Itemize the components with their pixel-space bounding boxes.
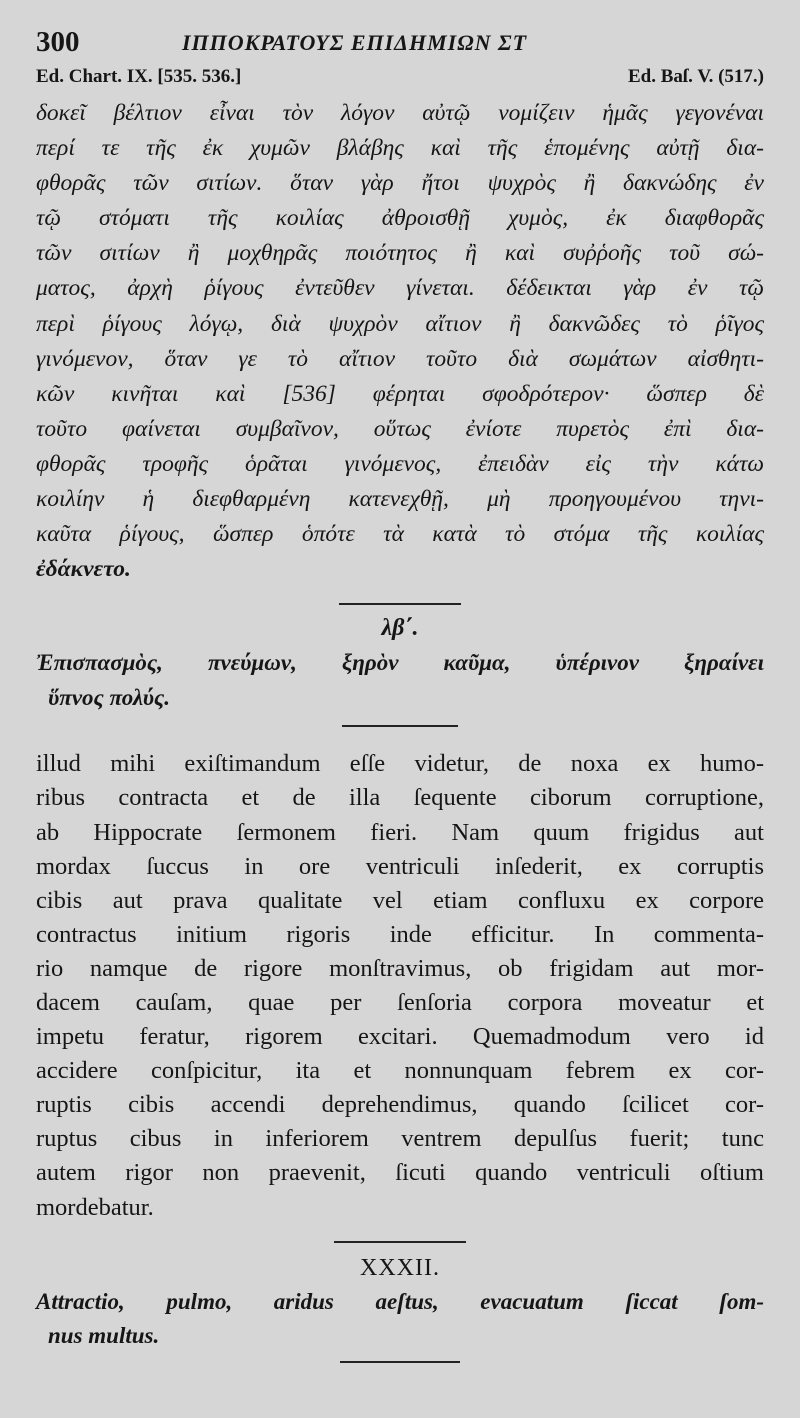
section-divider [339, 603, 461, 605]
latin-section-number: XXXII. [360, 1254, 440, 1281]
latin-line: rio namque de rigore monſtravimus, ob frigidam aut mor- [36, 954, 764, 982]
latin-commentary [36, 747, 764, 1224]
latin-line: dacem cauſam, quae per ſenſoria corpora moveatur et [36, 988, 764, 1016]
latin-line: impetu feratur, rigorem excitari. Quemadmodum vero id [36, 1023, 764, 1051]
edition-references [36, 66, 764, 96]
latin-line: ab Hippocrate ſermonem fieri. Nam quum frigidus aut [36, 818, 764, 846]
latin-line: cibis aut prava qualitate vel etiam confluxu ex corpore [36, 886, 764, 914]
greek-line: περὶ ῥίγους λόγῳ, διὰ ψυχρὸν αἴτιον ἢ δακνῶδες τὸ ῥῖγος [36, 310, 764, 337]
greek-aphorism-line: Ἐπισπασμὸς, πνεύμων, ξηρὸν καῦμα, ὑπέρινον ξηραίνει [36, 650, 764, 676]
section-divider [334, 1241, 466, 1243]
latin-line: accidere conſpicitur, ita et nonnunquam febrem ex cor- [36, 1057, 764, 1085]
greek-line: καῦτα ῥίγους, ὥσπερ ὁπότε τὰ κατὰ τὸ στόμα τῆς κοιλίας [36, 521, 764, 548]
latin-line: autem rigor non praevenit, ſicuti quando ventriculi oſtium [36, 1159, 764, 1187]
latin-line: ruptis cibis accendi deprehendimus, quando ſcilicet cor- [36, 1091, 764, 1119]
greek-line: δοκεῖ βέλτιον εἶναι τὸν λόγον αὐτῷ νομίζειν ἡμᾶς γεγονέναι [36, 100, 764, 126]
greek-line: κῶν κινῆται καὶ [536] φέρηται σφοδρότερον· ὥσπερ δὲ [36, 380, 764, 407]
greek-line: γινόμενον, ὅταν γε τὸ αἴτιον τοῦτο διὰ σωμάτων αἰσθητι- [36, 345, 764, 372]
greek-commentary [36, 96, 764, 587]
greek-line: κοιλίην ἡ διεφθαρμένη κατενεχθῇ, μὴ προηγουμένου τηνι- [36, 486, 764, 513]
greek-section-number: λβ΄. [381, 615, 419, 642]
latin-line: mordebatur. [36, 1193, 154, 1221]
latin-line: contractus initium rigoris inde efficitur. In commenta- [36, 920, 764, 948]
greek-line: ματος, ἀρχὴ ῥίγους ἐντεῦθεν γίνεται. δέδεικται γὰρ ἐν τῷ [36, 275, 764, 302]
latin-aphorism-line: Attractio, pulmo, aridus aeſtus, evacuatum ſiccat ſom- [36, 1288, 764, 1314]
greek-aphorism-line: ὕπνος πολύς. [48, 685, 170, 711]
greek-line: φθορᾶς τροφῆς ὁρᾶται γινόμενος, ἐπειδὰν εἰς τὴν κάτω [36, 450, 764, 477]
latin-line: ruptus cibus in inferiorem ventrem depulſus fuerit; tunc [36, 1125, 764, 1153]
greek-aphorism [36, 645, 764, 715]
edition-basel-ref: Ed. Baſ. V. (517.) [627, 66, 764, 87]
greek-line: τῶν σιτίων ἢ μοχθηρᾶς ποιότητος ἢ καὶ συῤῥοῆς τοῦ σώ- [36, 240, 764, 267]
latin-aphorism-line: nus multus. [48, 1322, 160, 1348]
greek-line: τοῦτο φαίνεται συμβαῖνον, οὕτως ἐνίοτε πυρετὸς ἐπὶ δια- [36, 415, 764, 442]
latin-aphorism [36, 1285, 764, 1353]
greek-line: τῷ στόματι τῆς κοιλίας ἀθροισθῇ χυμὸς, ἐκ διαφθορᾶς [36, 205, 764, 232]
greek-line: φθορᾶς τῶν σιτίων. ὅταν γὰρ ἤτοι ψυχρὸς ἢ δακνώδης ἐν [36, 170, 764, 197]
latin-line: mordax ſuccus in ore ventriculi inſederit, ex corruptis [36, 852, 764, 880]
latin-line: ribus contracta et de illa ſequente ciborum corruptione, [36, 784, 764, 812]
edition-chartier-ref: Ed. Chart. IX. [535. 536.] [36, 66, 242, 87]
running-title: ΙΠΠΟΚΡΑΤΟΥΣ ΕΠΙΔΗΜΙΩΝ ΣΤ [182, 30, 528, 55]
section-divider [342, 725, 458, 727]
greek-line: περί τε τῆς ἐκ χυμῶν βλάβης καὶ τῆς ἑπομένης αὐτῇ δια- [36, 135, 764, 162]
section-divider [340, 1361, 460, 1363]
greek-line: ἐδάκνετο. [36, 556, 131, 583]
running-head [36, 24, 764, 66]
page-number: 300 [36, 26, 80, 58]
latin-line: illud mihi exiſtimandum eſſe videtur, de noxa ex humo- [36, 750, 764, 778]
